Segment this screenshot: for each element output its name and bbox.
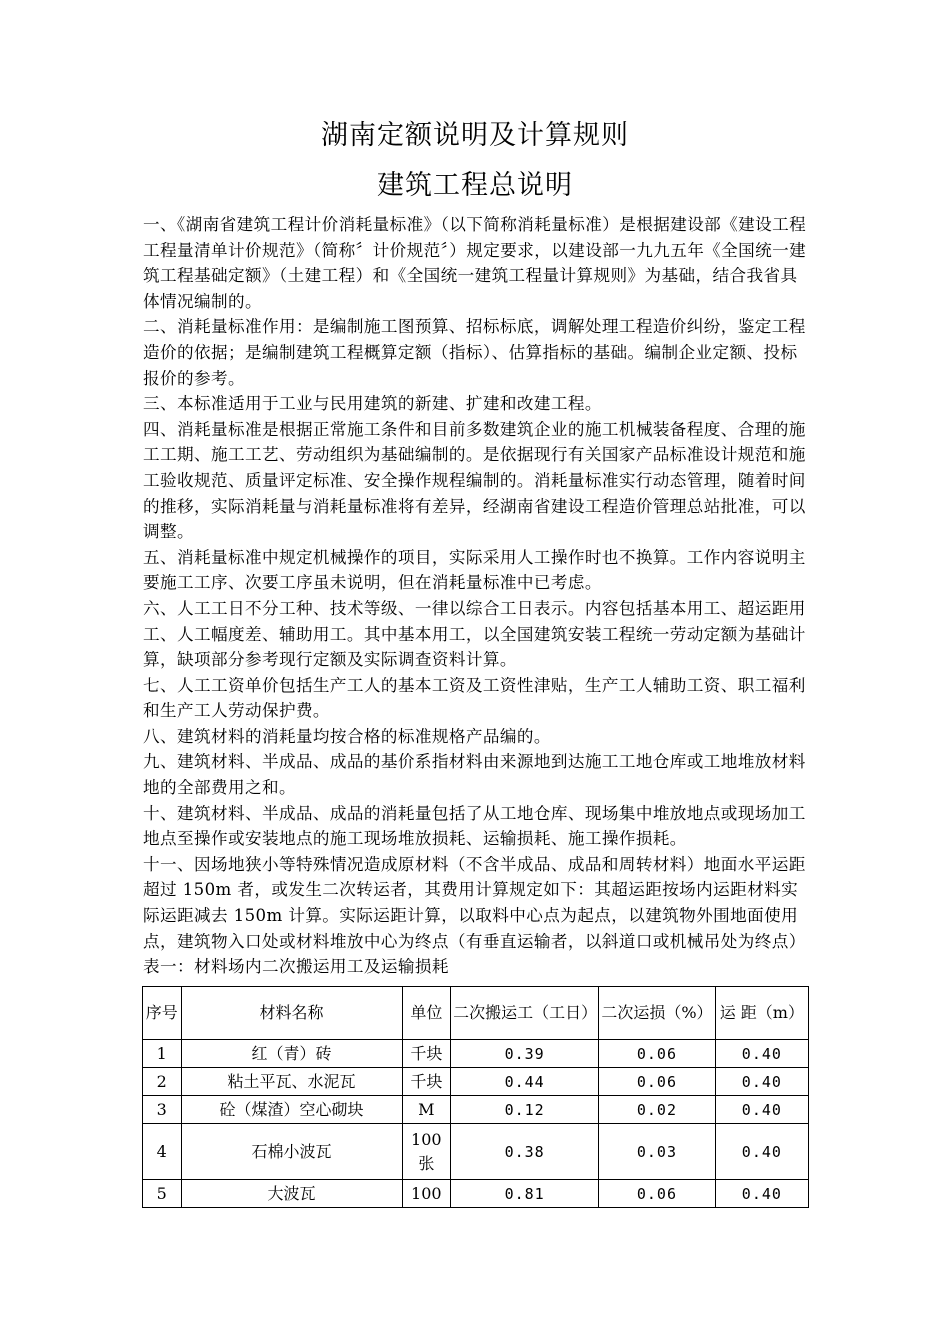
cell-name: 红（青）砖: [181, 1040, 402, 1068]
cell-labor: 0.81: [451, 1180, 599, 1208]
cell-labor: 0.38: [451, 1124, 599, 1180]
paragraph-8: 八、建筑材料的消耗量均按合格的标准规格产品编的。: [143, 726, 551, 746]
col-header-loss: 二次运损（%）: [599, 987, 716, 1040]
cell-unit: 100张: [402, 1124, 451, 1180]
cell-labor: 0.39: [451, 1040, 599, 1068]
paragraph-1: 一、《湖南省建筑工程计价消耗量标准》（以下简称消耗量标准）是根据建设部《建设工程工程量清单计价规范》（简称〞计价规范〞）规定要求，以建设部一九九五年《全国统一建筑工程基础定额》（土建工程）和《全国统一建筑工程量计算规则》为基础，结合我省具体情况编制的。: [143, 215, 807, 311]
paragraph-10: 十、建筑材料、半成品、成品的消耗量包括了从工地仓库、现场集中堆放地点或现场加工地点至操作或安装地点的施工现场堆放损耗、运输损耗、施工操作损耗。: [143, 803, 806, 849]
table-caption: 表一：材料场内二次搬运用工及运输损耗: [143, 957, 449, 977]
cell-distance: 0.40: [715, 1068, 808, 1096]
cell-loss: 0.06: [599, 1068, 716, 1096]
col-header-name: 材料名称: [181, 987, 402, 1040]
col-header-labor: 二次搬运工（工日）: [451, 987, 599, 1040]
cell-loss: 0.06: [599, 1180, 716, 1208]
col-header-unit: 单位: [402, 987, 451, 1040]
cell-loss: 0.06: [599, 1040, 716, 1068]
cell-loss: 0.03: [599, 1124, 716, 1180]
cell-distance: 0.40: [715, 1124, 808, 1180]
cell-index: 4: [143, 1124, 182, 1180]
table-row: [143, 1096, 809, 1124]
cell-labor: 0.44: [451, 1068, 599, 1096]
table-row: [143, 1124, 809, 1180]
cell-name: 大波瓦: [181, 1180, 402, 1208]
cell-unit: 千块: [402, 1068, 451, 1096]
table-row: [143, 1180, 809, 1208]
table-row: [143, 1068, 809, 1096]
cell-index: 2: [143, 1068, 182, 1096]
cell-distance: 0.40: [715, 1096, 808, 1124]
material-table: [142, 986, 809, 1208]
paragraph-3: 三、本标准适用于工业与民用建筑的新建、扩建和改建工程。: [143, 394, 602, 414]
cell-name: 粘土平瓦、水泥瓦: [181, 1068, 402, 1096]
paragraph-4: 四、消耗量标准是根据正常施工条件和目前多数建筑企业的施工机械装备程度、合理的施工工期、施工工艺、劳动组织为基础编制的。是依据现行有关国家产品标准设计规范和施工验收规范、质量评定标准、安全操作规程编制的。消耗量标准实行动态管理，随着时间的推移，实际消耗量与消耗量标准将有差异，经湖南省建设工程造价管理总站批准，可以调整。: [143, 419, 806, 542]
cell-distance: 0.40: [715, 1180, 808, 1208]
cell-unit: 100: [402, 1180, 451, 1208]
cell-loss: 0.02: [599, 1096, 716, 1124]
cell-distance: 0.40: [715, 1040, 808, 1068]
document-body: [143, 212, 811, 980]
cell-name: 砼（煤渣）空心砌块: [181, 1096, 402, 1124]
cell-unit: M: [402, 1096, 451, 1124]
cell-name: 石棉小波瓦: [181, 1124, 402, 1180]
cell-index: 1: [143, 1040, 182, 1068]
table-row: [143, 1040, 809, 1068]
cell-labor: 0.12: [451, 1096, 599, 1124]
paragraph-7: 七、人工工资单价包括生产工人的基本工资及工资性津贴，生产工人辅助工资、职工福利和生产工人劳动保护费。: [143, 675, 806, 721]
col-header-index: 序号: [143, 987, 182, 1040]
cell-unit: 千块: [402, 1040, 451, 1068]
paragraph-2: 二、消耗量标准作用：是编制施工图预算、招标标底，调解处理工程造价纠纷，鉴定工程造价的依据；是编制建筑工程概算定额（指标）、估算指标的基础。编制企业定额、投标报价的参考。: [143, 317, 806, 388]
paragraph-6: 六、人工工日不分工种、技术等级、一律以综合工日表示。内容包括基本用工、超运距用工、人工幅度差、辅助用工。其中基本用工，以全国建筑安装工程统一劳动定额为基础计算，缺项部分参考现行定额及实际调查资料计算。: [143, 598, 806, 670]
cell-index: 5: [143, 1180, 182, 1208]
document-subtitle: 建筑工程总说明: [377, 170, 573, 201]
document-title: 湖南定额说明及计算规则: [321, 120, 629, 151]
paragraph-11: 十一、因场地狭小等特殊情况造成原材料（不含半成品、成品和周转材料）地面水平运距超过 150m 者，或发生二次转运者，其费用计算规定如下：其超运距按场内运距材料实际运距减去 150m 计算。实际运距计算，以取料中心点为起点，以建筑物外围地面使用点，建筑物入口处或材料堆放中心为终点（有垂直运输者，以斜道口或机械吊处为终点）: [143, 854, 806, 951]
col-header-distance: 运 距（m）: [715, 987, 808, 1040]
cell-index: 3: [143, 1096, 182, 1124]
paragraph-9: 九、建筑材料、半成品、成品的基价系指材料由来源地到达施工工地仓库或工地堆放材料地的全部费用之和。: [143, 752, 806, 798]
paragraph-5: 五、消耗量标准中规定机械操作的项目，实际采用人工操作时也不换算。工作内容说明主要施工工序、次要工序虽未说明，但在消耗量标准中已考虑。: [143, 547, 806, 593]
table-header-row: [143, 987, 809, 1040]
